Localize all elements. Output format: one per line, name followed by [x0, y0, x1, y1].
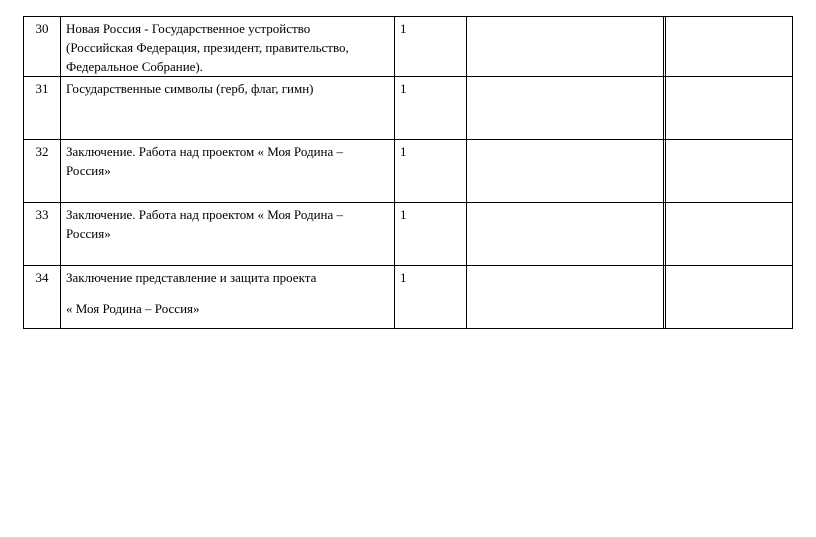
empty-cell: [467, 266, 664, 329]
table-row: [24, 203, 793, 266]
lesson-number: 30: [24, 17, 61, 77]
topic-line: Заключение. Работа над проектом « Моя Родина –: [66, 207, 344, 222]
lesson-hours: 1: [395, 203, 467, 266]
lesson-topic: [61, 77, 395, 140]
empty-cell: [467, 77, 664, 140]
lesson-number: 34: [24, 266, 61, 329]
empty-cell: [666, 77, 793, 140]
empty-cell: [666, 140, 793, 203]
lesson-topic: [61, 140, 395, 203]
topic-line: Федеральное Собрание).: [66, 59, 204, 74]
lesson-topic: [61, 17, 395, 77]
topic-line: (Российская Федерация, президент, правительство,: [66, 40, 349, 55]
table-row: [24, 17, 793, 77]
lesson-number: 33: [24, 203, 61, 266]
lesson-hours: 1: [395, 77, 467, 140]
empty-cell: [666, 266, 793, 329]
table-row: [24, 77, 793, 140]
lesson-hours: 1: [395, 266, 467, 329]
empty-cell: [467, 203, 664, 266]
lesson-hours: 1: [395, 140, 467, 203]
empty-cell: [467, 140, 664, 203]
lesson-hours: 1: [395, 17, 467, 77]
topic-line: Заключение представление и защита проекта: [66, 270, 317, 285]
topic-line: Россия»: [66, 163, 111, 178]
topic-line: Новая Россия - Государственное устройство: [66, 21, 311, 36]
lesson-plan-table: [23, 16, 793, 329]
empty-cell: [467, 17, 664, 77]
topic-line: Заключение. Работа над проектом « Моя Родина –: [66, 144, 344, 159]
empty-cell: [666, 203, 793, 266]
paragraph-gap: [66, 287, 389, 299]
table-row: [24, 266, 793, 329]
table-row: [24, 140, 793, 203]
lesson-topic: [61, 203, 395, 266]
empty-cell: [666, 17, 793, 77]
lesson-number: 31: [24, 77, 61, 140]
topic-line: Россия»: [66, 226, 111, 241]
lesson-number: 32: [24, 140, 61, 203]
topic-line: « Моя Родина – Россия»: [66, 301, 200, 316]
topic-line: Государственные символы (герб, флаг, гимн): [66, 81, 314, 96]
lesson-topic: [61, 266, 395, 329]
